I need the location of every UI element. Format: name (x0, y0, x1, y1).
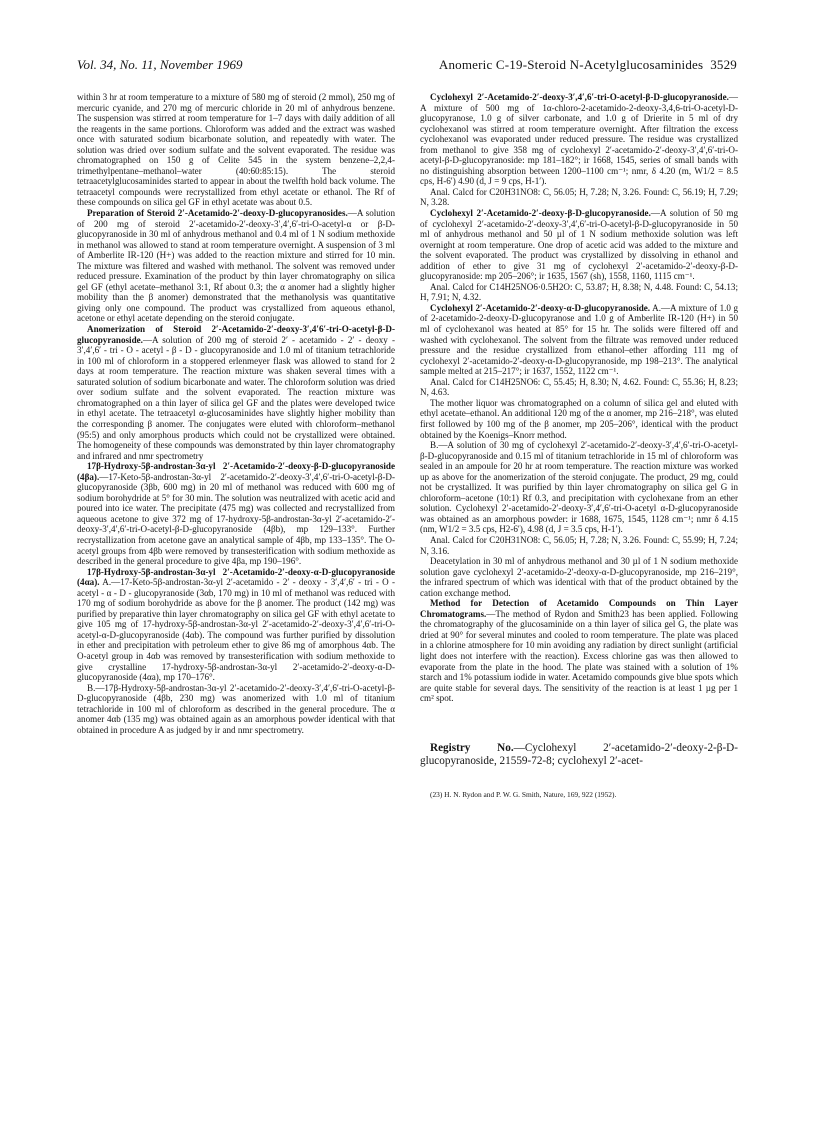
section-heading: 17β-Hydroxy-5β-androstan-3α-yl 2′-Acetamido-2′-deoxy-β-D-glucopyranoside (4βa). (77, 461, 395, 482)
paragraph (420, 303, 738, 377)
footnote: (23) H. N. Rydon and P. W. G. Smith, Nature, 169, 922 (1952). (430, 789, 617, 799)
paragraph (420, 92, 738, 187)
registry-numbers (420, 742, 738, 768)
paragraph (77, 208, 395, 324)
paragraph-text: —A mixture of 500 mg of 1α-chloro-2-acetamido-2-deoxy-3,4,6-tri-O-acetyl-D-glucopyranose, 1.0 g of silver carbonate, and 1.0 g of Drierite in 5 ml of dry cyclohexanol was stirred at room temperature overnight. After filtration the excess cyclohexanol was evaporated under reduced pressure. The residue was crystallized from methanol to give 358 mg of cyclohexyl 2′-acetamido-2′-deoxy-3′,4′,6′-tri-O-acetyl-β-D-glucopyranoside: mp 181–182°; ir 1668, 1545, series of small bands with no distinguishing absorption between 1200–1100 cm⁻¹; nmr, δ 4.20 (m, W1/2 = 8.5 cps, H-6′) 4.90 (d, J = 9 cps, H-1′). (420, 92, 738, 187)
paragraph (420, 535, 738, 556)
paragraph (420, 440, 738, 535)
paragraph-text: Deacetylation in 30 ml of anhydrous methanol and 30 µl of 1 N sodium methoxide solution gave cyclohexyl 2′-acetamido-2′-deoxy-α-D-glucopyranoside, mp 216–219°, the infrared spectrum of which was identical with that of the product obtained by the cation exchange method. (420, 556, 738, 598)
paragraph-text: A.—A mixture of 1.0 g of 2-acetamido-2-deoxy-D-glucopyranose and 1.0 g of Amberlite IR-120 (H+) in 50 ml of cyclohexanol was heated at 85° for 15 hr. The solids were filtered off and washed with cyclohexanol. The solvent from the filtrate was removed under reduced pressure and the residue crystallized from ethanol–ether affording 111 mg of cyclohexyl 2′-acetamido-2′-deoxy-α-D-glucopyranoside, mp 198–213°. The analytical sample melted at 215–217°; ir 1637, 1552, 1122 cm⁻¹. (420, 302, 739, 377)
paragraph (420, 208, 738, 282)
registry-heading: Registry No. (430, 741, 514, 754)
registry-text: —Cyclohexyl 2′-acetamido-2′-deoxy-2-β-D-glucopyranoside, 21559-72-8; cyclohexyl 2′-acet- (420, 741, 738, 767)
paragraph-text: Anal. Calcd for C20H31NO8: C, 56.05; H, 7.28; N, 3.26. Found: C, 56.19; H, 7.29; N, 3.28. (420, 186, 738, 208)
section-heading: Cyclohexyl 2′-Acetamido-2′-deoxy-3′,4′,6′-tri-O-acetyl-β-D-glucopyranoside. (430, 92, 729, 102)
paragraph (77, 567, 395, 683)
section-heading: Cyclohexyl 2′-Acetamido-2′-deoxy-β-D-glucopyranoside. (430, 208, 651, 219)
paragraph-text: within 3 hr at room temperature to a mixture of 580 mg of steroid (2 mmol), 250 mg of mercuric cyanide, and 270 mg of mercuric chloride in 20 ml of anhydrous benzene. The suspension was stirred at room temperature for 1–7 days with daily addition of all the reagents in the same portions. Chloroform was added and the extract was washed once with saturated sodium bicarbonate solution, and repeatedly with water. The solution was dried over sodium sulfate and the solvent evaporated. The residue was chromatographed on 150 g of Celite 545 in the system benzene–2,2,4-trimethylpentane–methanol–water (40:60:85:15). The steroid tetraacetylglucosaminides started to appear in about the twelfth hold back volume. The tetraacetyl compounds were recrystallized from ethyl acetate or ethanol. The Rf of these compounds on silica gel GF in ethyl acetate was about 0.5. (77, 92, 395, 208)
paragraph-text: A.—17-Keto-5β-androstan-3α-yl 2′-acetamido - 2′ - deoxy - 3′,4′,6′ - tri - O - acetyl - α - D - glucopyranoside (3αb, 170 mg) in 10 ml of methanol was reduced with 170 mg of sodium borohydride as above for the β anomer. The product (142 mg) was purified by preparative thin layer chromatography on silica gel GF with ethyl acetate to give 105 mg of 17-hydroxy-5β-androstan-3α-yl 2′-acetamido-2′-deoxy-3′,4′,6′-tri-O-acetyl-α-D-glucopyranoside (4αb). The compound was further purified by dissolution in ether and precipitation with petroleum ether to give 86 mg of amorphous 4αb. The O-acetyl group in 4αb was removed by transesterification with sodium methoxide to give crystalline 17-hydroxy-5β-androstan-3α-yl 2′-acetamido-2′-deoxy-α-D-glucopyranoside (4αa), mp 170–176°. (77, 577, 395, 683)
paragraph-text: —A solution of 200 mg of steroid 2′-acetamido-2′-deoxy-3′,4′,6′-tri-O-acetyl-α or β-D-glucopyranoside in 30 ml of anhydrous methanol and 0.4 ml of 1 N sodium methoxide in methanol was allowed to stand at room temperature overnight. A suspension of 3 ml of Amberlite IR-120 (H+) was added to the reaction mixture and stirred for 10 min. The mixture was filtered and washed with methanol. The solvent was removed under reduced pressure. Examination of the product by thin layer chromatography on silica gel GF (ethyl acetate–methanol 3:1, Rf about 0.3; the α anomer had a slightly higher mobility than the β anomer) demonstrated that the methanolysis was quantitative giving only one compound. The product was crystallized from aqueous ethanol, acetone or ethyl acetate depending on the steroid conjugate. (77, 208, 395, 324)
paragraph-text: B.—17β-Hydroxy-5β-androstan-3α-yl 2′-acetamido-2′-deoxy-3′,4′,6′-tri-O-acetyl-β-D-glucopyranoside (4βb, 230 mg) was anomerized with 1.0 ml of titanium tetrachloride in 100 ml of chloroform as described in the general procedure. The α anomer 4αb (135 mg) was obtained again as an amorphous powder identical with that obtained in procedure A as judged by ir and nmr spectrometry. (77, 682, 395, 735)
paragraph-text: —The method of Rydon and Smith23 has been applied. Following the chromatography of the glucosaminide on a thin layer of silica gel G, the plate was dried at 90° for several minutes and cooled to room temperature. The plate was placed in a chlorine atmosphere for 10 min avoiding any radiation by direct sunlight (artificial light does not interfere with the reaction). Excess chlorine gas was then allowed to evaporate from the plate in the hood. The plate was stained with a solution of 1% starch and 1% potassium iodide in water. Acetamido compounds give blue spots which are quite stable for several days. The sensitivity of the reaction is at least 1 µg per 1 cm² spot. (420, 608, 738, 704)
paragraph (420, 556, 738, 598)
section-heading: Preparation of Steroid 2′-Acetamido-2′-deoxy-D-glucopyranosides. (87, 208, 348, 219)
paragraph (420, 282, 738, 303)
page-number: 3529 (710, 57, 737, 72)
paragraph-text: Anal. Calcd for C14H25NO6: C, 55.45; H, 8.30; N, 4.62. Found: C, 55.36; H, 8.23; N, 4.63. (420, 376, 738, 398)
paragraph-text: —A solution of 50 mg of cyclohexyl 2′-acetamido-2′-deoxy-3′,4′,6′-tri-O-acetyl-β-D-glucopyranoside in 50 ml of anhydrous methanol and 50 µl of 1 N sodium methoxide solution was left overnight at room temperature. One drop of acetic acid was added to the mixture and the solvent evaporated. The product was crystallized by dissolving in ethanol and addition of ether to give 31 mg of cyclohexyl 2′-acetamido-2′-deoxy-β-D-glucopyranoside: mp 205–206°; ir 1635, 1567 (sh), 1558, 1160, 1115 cm⁻¹. (420, 208, 738, 282)
section-heading: 17β-Hydroxy-5β-androstan-3α-yl 2′-Acetamido-2′-deoxy-α-D-glucopyranoside (4αa). (77, 566, 395, 588)
running-title: Anomeric C-19-Steroid N-Acetylglucosaminides (438, 57, 704, 72)
right-column (420, 92, 738, 799)
right-column-paragraphs (420, 92, 738, 704)
section-heading: Anomerization of Steroid 2′-Acetamido-2′-deoxy-3′,4′6′-tri-O-acetyl-β-D-glucopyranoside. (77, 324, 395, 345)
paragraph-text: —A solution of 200 mg of steroid 2′ - acetamido - 2′ - deoxy - 3′,4′,6′ - tri - O - acetyl - β - D - glucopyranoside and 1.0 ml of titanium tetrachloride in 100 ml of chloroform in a stoppered erlenmeyer flask was allowed to stand for 2 days at room temperature. The reaction mixture was shaken several times with a saturated solution of sodium bicarbonate and water. The chloroform solution was dried over sodium sulfate and the solvent evaporated. The reaction mixture was chromatographed on a thin layer of silica gel GF and the plates were developed twice in ethyl acetate. The tetraacetyl α-glucosaminides have slightly higher mobility than the corresponding β anomer. The conjugates were eluted with chloroform–methanol (95:5) and only amorphous products which could not be crystallized were obtained. The homogeneity of these compounds was demonstrated by thin layer chromatography and infrared and nmr spectrometry (77, 334, 395, 461)
section-heading: Cyclohexyl 2′-Acetamido-2′-deoxy-α-D-glucopyranoside. (430, 302, 651, 313)
paragraph-text: B.—A solution of 30 mg of cyclohexyl 2′-acetamido-2′-deoxy-3′,4′,6′-tri-O-acetyl-β-D-glucopyranoside and 0.15 ml of titanium tetrachloride in 15 ml of chloroform was sealed in an ampoule for 20 hr at room temperature. The reaction mixture was worked up as above for the anomerization of the steroid conjugate. The product, 29 mg, could not be crystallized. It was purified by thin layer chromatography on silica gel G in chloroform–acetone (10:1) Rf 0.3, and precipitation with cyclohexane from an ether solution. Cyclohexyl 2′-acetamido-2′-deoxy-3′,4′,6′-tri-O-acetyl α-D-glucopyranoside was obtained as an amorphous powder: ir 1688, 1675, 1545, 1128 cm⁻¹; nmr δ 4.15 (nm, W1/2 = 3.5 cps, H2-6′), 4.98 (d, J = 3.5 cps, H-1′). (420, 440, 738, 535)
left-column (77, 92, 395, 735)
section-heading: Method for Detection of Acetamido Compounds on Thin Layer Chromatograms. (420, 598, 738, 619)
paragraph-text: —17-Keto-5β-androstan-3α-yl 2′-acetamido-2′-deoxy-3′,4′,6′-tri-O-acetyl-β-D-glucopyranoside (3βb, 600 mg) in 20 ml of methanol was reduced with 600 mg of sodium borohydride at 5° for 30 min. The solution was neutralized with acetic acid and poured into ice water. The precipitate (475 mg) was collected and recrystallized from aqueous acetone to give 372 mg of 17-hydroxy-5β-androstan-3α-yl 2′-acetamido-2′-deoxy-3′,4′,6′-tri-O-acetyl-β-D-glucopyranoside (4βb), mp 129–133°. Further recrystallization from acetone gave an analytical sample of 4βb, mp 133–135°. The O-acetyl groups from 4βb were removed by transesterification with sodium methoxide as described in the general procedure to give 4βa, mp 190–196°. (77, 471, 395, 567)
paragraph-text: Anal. Calcd for C20H31NO8: C, 56.05; H, 7.28; N, 3.26. Found: C, 55.99; H, 7.24; N, 3.16. (420, 534, 738, 556)
paragraph (420, 187, 738, 208)
paragraph-text: The mother liquor was chromatographed on a column of silica gel and eluted with ethyl acetate–ethanol. An additional 120 mg of the α anomer, mp 216–218°, was eluted first followed by 100 mg of the β anomer, mp 205–206°, identical with the product obtained by the Koenigs–Knorr method. (420, 397, 738, 440)
page-header (77, 57, 737, 75)
running-title-and-page (439, 57, 737, 73)
paragraph (77, 461, 395, 566)
paragraph-text: Anal. Calcd for C14H25NO6·0.5H2O: C, 53.87; H, 8.38; N, 4.48. Found: C, 54.13; H, 7.91; N, 4.32. (420, 281, 738, 303)
paragraph (77, 324, 395, 461)
paragraph (77, 92, 395, 208)
paragraph (420, 598, 738, 703)
paragraph (420, 398, 738, 440)
journal-issue: Vol. 34, No. 11, November 1969 (77, 57, 243, 72)
paragraph (77, 683, 395, 736)
paragraph (420, 377, 738, 398)
